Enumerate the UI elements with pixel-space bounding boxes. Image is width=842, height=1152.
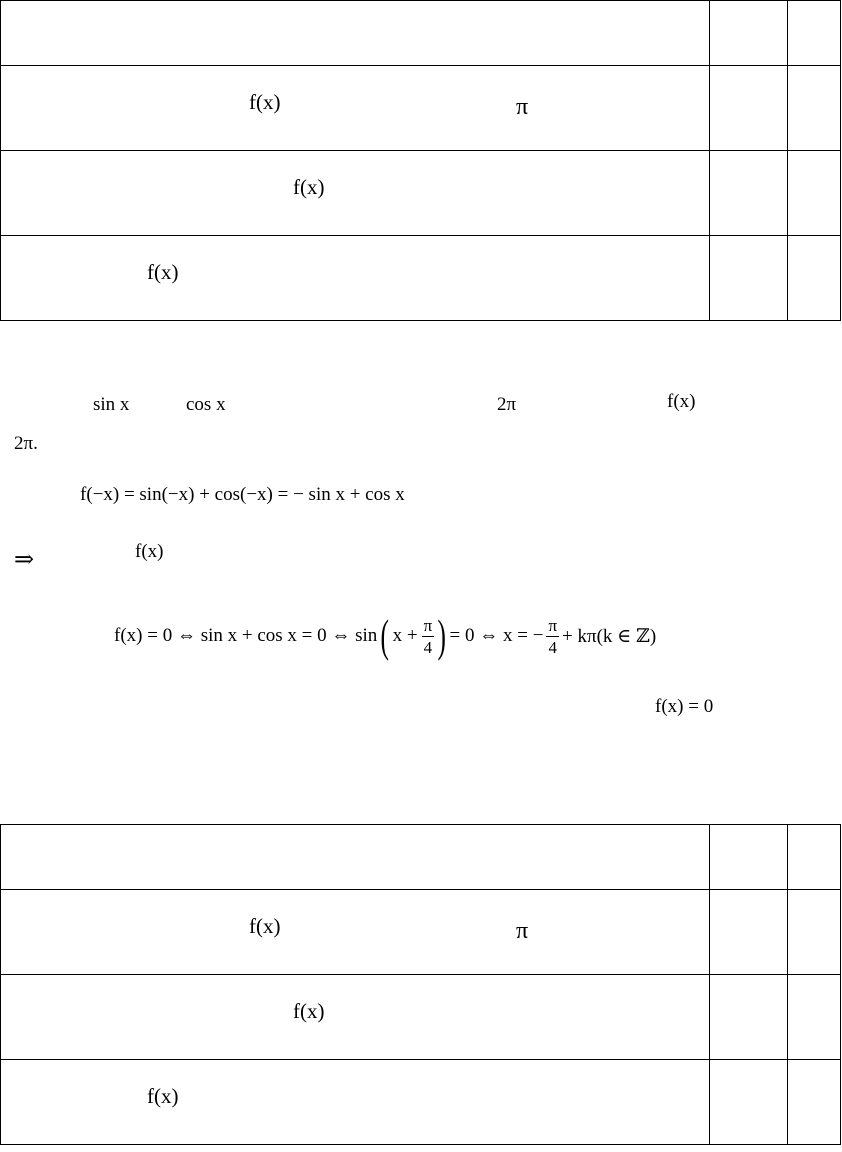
table-row — [1, 66, 841, 151]
right-paren: ) — [437, 610, 447, 661]
fx-expression: f(x) — [293, 999, 325, 1023]
equation-part2: = 0 ⇔ x = − — [449, 625, 544, 646]
fx-expression: f(x) — [667, 391, 696, 412]
pi-symbol: π — [516, 94, 529, 120]
sin-x: sin x — [93, 394, 130, 415]
fx-expression: f(x) — [147, 1084, 179, 1108]
top-table — [0, 0, 841, 321]
cos-x: cos x — [186, 394, 226, 415]
table-row — [1, 1060, 841, 1145]
fx-expression: f(x) — [293, 175, 325, 199]
implies-arrow: ⇒ — [14, 547, 35, 573]
period-2pi: 2π — [497, 394, 517, 415]
equation-inner: x + — [392, 625, 418, 646]
parity-equation: f(−x) = sin(−x) + cos(−x) = − sin x + cos x — [80, 484, 405, 505]
fx-expression: f(x) — [147, 260, 179, 284]
bottom-table — [0, 824, 841, 1145]
table-row — [1, 151, 841, 236]
equation-part3: + kπ(k ∈ ℤ) — [562, 625, 657, 647]
table-row — [1, 236, 841, 321]
fx-equals-zero: f(x) = 0 — [655, 696, 714, 717]
fx-expression: f(x) — [249, 914, 281, 938]
table-row — [1, 975, 841, 1060]
fraction-pi-4: $\frac{\pi}{4}$ — [423, 615, 433, 657]
fraction-pi-4-b: $\frac{\pi}{4}$ — [548, 615, 558, 657]
table-header-row — [1, 1, 841, 66]
equation-part1: f(x) = 0 ⇔ sin x + cos x = 0 ⇔ sin — [114, 625, 378, 646]
left-paren: ( — [380, 610, 390, 661]
period-2pi-line2: 2π. — [14, 433, 38, 454]
zero-equation — [114, 607, 656, 665]
table-row — [1, 890, 841, 975]
fx-expression: f(x) — [249, 90, 281, 114]
fx-expression: f(x) — [135, 541, 164, 562]
pi-symbol: π — [516, 918, 529, 944]
table-header-row — [1, 825, 841, 890]
